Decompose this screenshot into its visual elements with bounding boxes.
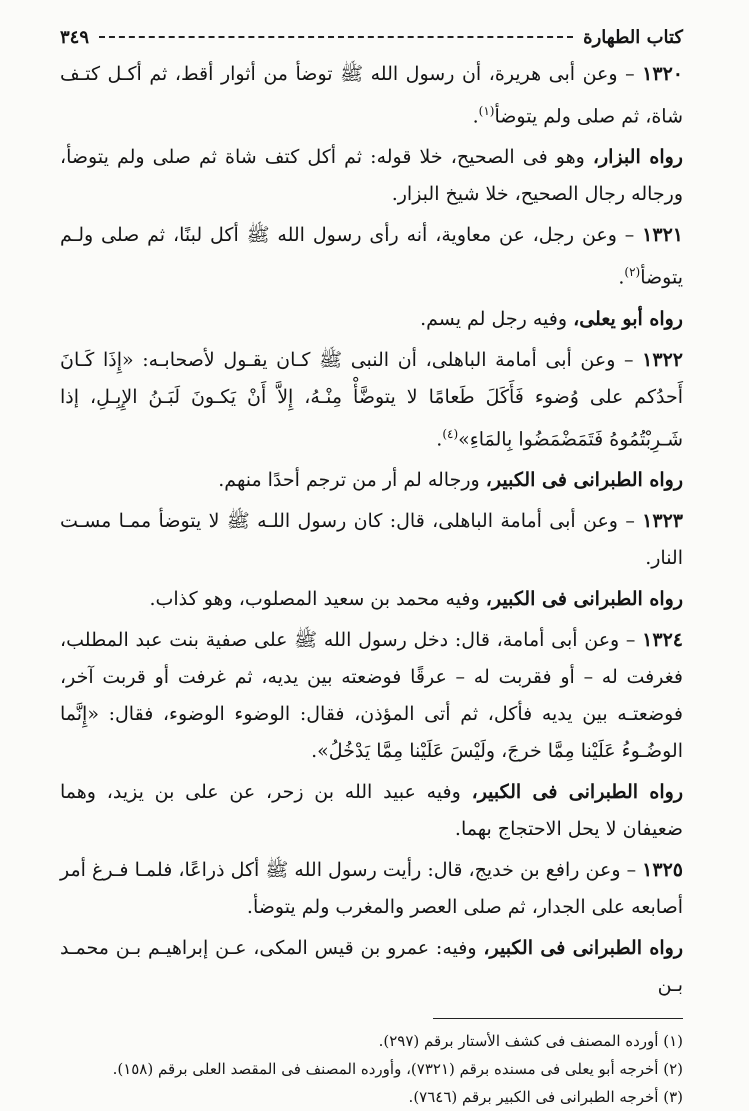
footnote-marker: (١) (478, 104, 495, 118)
body-text (60, 56, 683, 1004)
page-number: ٣٤٩ (60, 26, 90, 48)
narration-paragraph (60, 301, 683, 338)
paragraph-text: – وعن رجل، عن معاوية، أنه رأى رسول الله ﷺ أكل لبنًا، ثم صلى ولـم يتوضأ (60, 224, 683, 289)
narration-paragraph (60, 462, 683, 499)
paragraph-text: وهو فى الصحيح، خلا قوله: ثم أكل كتف شاة ثم صلى ولم يتوضأ، ورجاله رجال الصحيح، خلا شيخ البزار. (60, 146, 683, 206)
paragraph-text: – وعن أبى أمامة، قال: دخل رسول الله ﷺ على صفية بنت عبد المطلب، فغرفت له – أو فقربت له – عرقًا فوضعته بين يديه، ثم غرفت أو قربت آخر، فوضعتـه بين يديه فأكل، ثم أتى المؤذن، فقال: الوضوء الوضوء، فقال: «إِنَّما الوضُـوءُ عَلَيْنا مِمَّا خرجَ، ولَيْسَ عَلَيْنا مِمَّا يَدْخُلُ». (60, 628, 683, 762)
narration-paragraph (60, 774, 683, 848)
narration-paragraph (60, 581, 683, 618)
narration-source: رواه الطبرانى فى الكبير، (471, 780, 683, 803)
narration-source: رواه أبو يعلى، (573, 307, 683, 330)
paragraph-text: – وعن أبى أمامة الباهلى، قال: كان رسول اللـه ﷺ لا يتوضأ ممـا مسـت النار. (60, 509, 683, 569)
paragraph-text: وفيه: عمرو بن قيس المكى، عـن إبراهيـم بـن محمـد بـن (60, 936, 683, 996)
hadith-paragraph: ١٣٢٠ – وعن أبى هريرة، أن رسول الله ﷺ توضأ من أثوار أقط، ثم أكـل كتـف شاة، ثم صلى ولم يتوضأ$^{(١)}$. (60, 63, 683, 128)
paragraph-text: – وعن رافع بن خديج، قال: رأيت رسول الله ﷺ أكل ذراعًا، فلمـا فـرغ أمر أصابعه على الجدار، ثم صلى العصر والمغرب ولم يتوضأ. (60, 858, 683, 918)
hadith-paragraph (60, 503, 683, 577)
paragraph-text: وفيه عبيد الله بن زحر، عن على بن يزيد، وهما ضعيفان لا يحل الاحتجاج بهما. (60, 780, 683, 840)
hadith-paragraph: ١٣٢٢ – وعن أبى أمامة الباهلى، أن النبى ﷺ كـان يقـول لأصحابـه: «إِذَا كَـانَ أَحدُكم على وُضوء فَأَكَلَ طَعامًا لا يتوضَّأْ مِنْـهُ، إِلاَّ أَنْ يَكـونَ لَبَـنُ الإِبِـلِ، إذا شَـرِبْتُمُوهُ فَتَمَضْمَضُوا بِالمَاءِ»$^{(٤)}$. (60, 348, 683, 450)
narration-paragraph (60, 139, 683, 213)
hadith-number: ١٣٢١ (642, 224, 683, 247)
hadith-number: ١٣٢٤ (642, 628, 683, 651)
hadith-paragraph (60, 852, 683, 926)
hadith-paragraph (60, 622, 683, 770)
footnote-marker: (٤) (442, 426, 459, 441)
hadith-number: ١٣٢٢ (642, 348, 683, 371)
chapter-title: كتاب الطهارة (583, 26, 683, 48)
narration-paragraph (60, 930, 683, 1004)
narration-source: رواه البزار، (592, 146, 683, 169)
paragraph-text: – وعن أبى أمامة الباهلى، أن النبى ﷺ كـان يقـول لأصحابـه: «إِذَا كَـانَ أَحدُكم على وُضوء فَأَكَلَ طَعامًا لا يتوضَّأْ مِنْـهُ، إِلاَّ أَنْ يَكـونَ لَبَـنُ الإِبِـلِ، إذا شَـرِبْتُمُوهُ فَتَمَضْمَضُوا بِالمَاءِ» (60, 348, 683, 450)
paragraph-text: – وعن أبى هريرة، أن رسول الله ﷺ توضأ من أثوار أقط، ثم أكـل كتـف شاة، ثم صلى ولم يتوضأ (60, 63, 683, 128)
header-divider (99, 36, 573, 38)
footnote-separator (433, 1018, 683, 1019)
hadith-number: ١٣٢٥ (642, 858, 683, 881)
paragraph-text: وفيه رجل لم يسم. (420, 307, 574, 330)
footnotes (60, 1027, 683, 1111)
narration-source: رواه الطبرانى فى الكبير، (485, 468, 683, 491)
paragraph-text: وفيه محمد بن سعيد المصلوب، وهو كذاب. (149, 587, 486, 610)
footnote: (٣) أخرجه الطبرانى فى الكبير برقم (٧٦٤٦). (408, 1087, 683, 1106)
paragraph-text: ورجاله لم أر من ترجم أحدًا منهم. (218, 468, 486, 491)
hadith-number: ١٣٢٣ (642, 509, 683, 532)
narration-source: رواه الطبرانى فى الكبير، (483, 936, 683, 959)
footnote: (١) أورده المصنف فى كشف الأستار برقم (٢٩٧). (378, 1031, 683, 1050)
hadith-number: ١٣٢٠ (642, 63, 683, 85)
running-header (60, 22, 683, 52)
narration-source: رواه الطبرانى فى الكبير، (485, 587, 683, 610)
hadith-paragraph: ١٣٢١ – وعن رجل، عن معاوية، أنه رأى رسول الله ﷺ أكل لبنًا، ثم صلى ولـم يتوضأ$^{(٢)}$. (60, 224, 683, 289)
footnote-marker: (٢) (624, 265, 641, 280)
page (60, 22, 683, 1111)
footnote: (٢) أخرجه أبو يعلى فى مسنده برقم (٧٣٢١)، وأورده المصنف فى المقصد العلى برقم (١٥٨). (112, 1059, 683, 1078)
